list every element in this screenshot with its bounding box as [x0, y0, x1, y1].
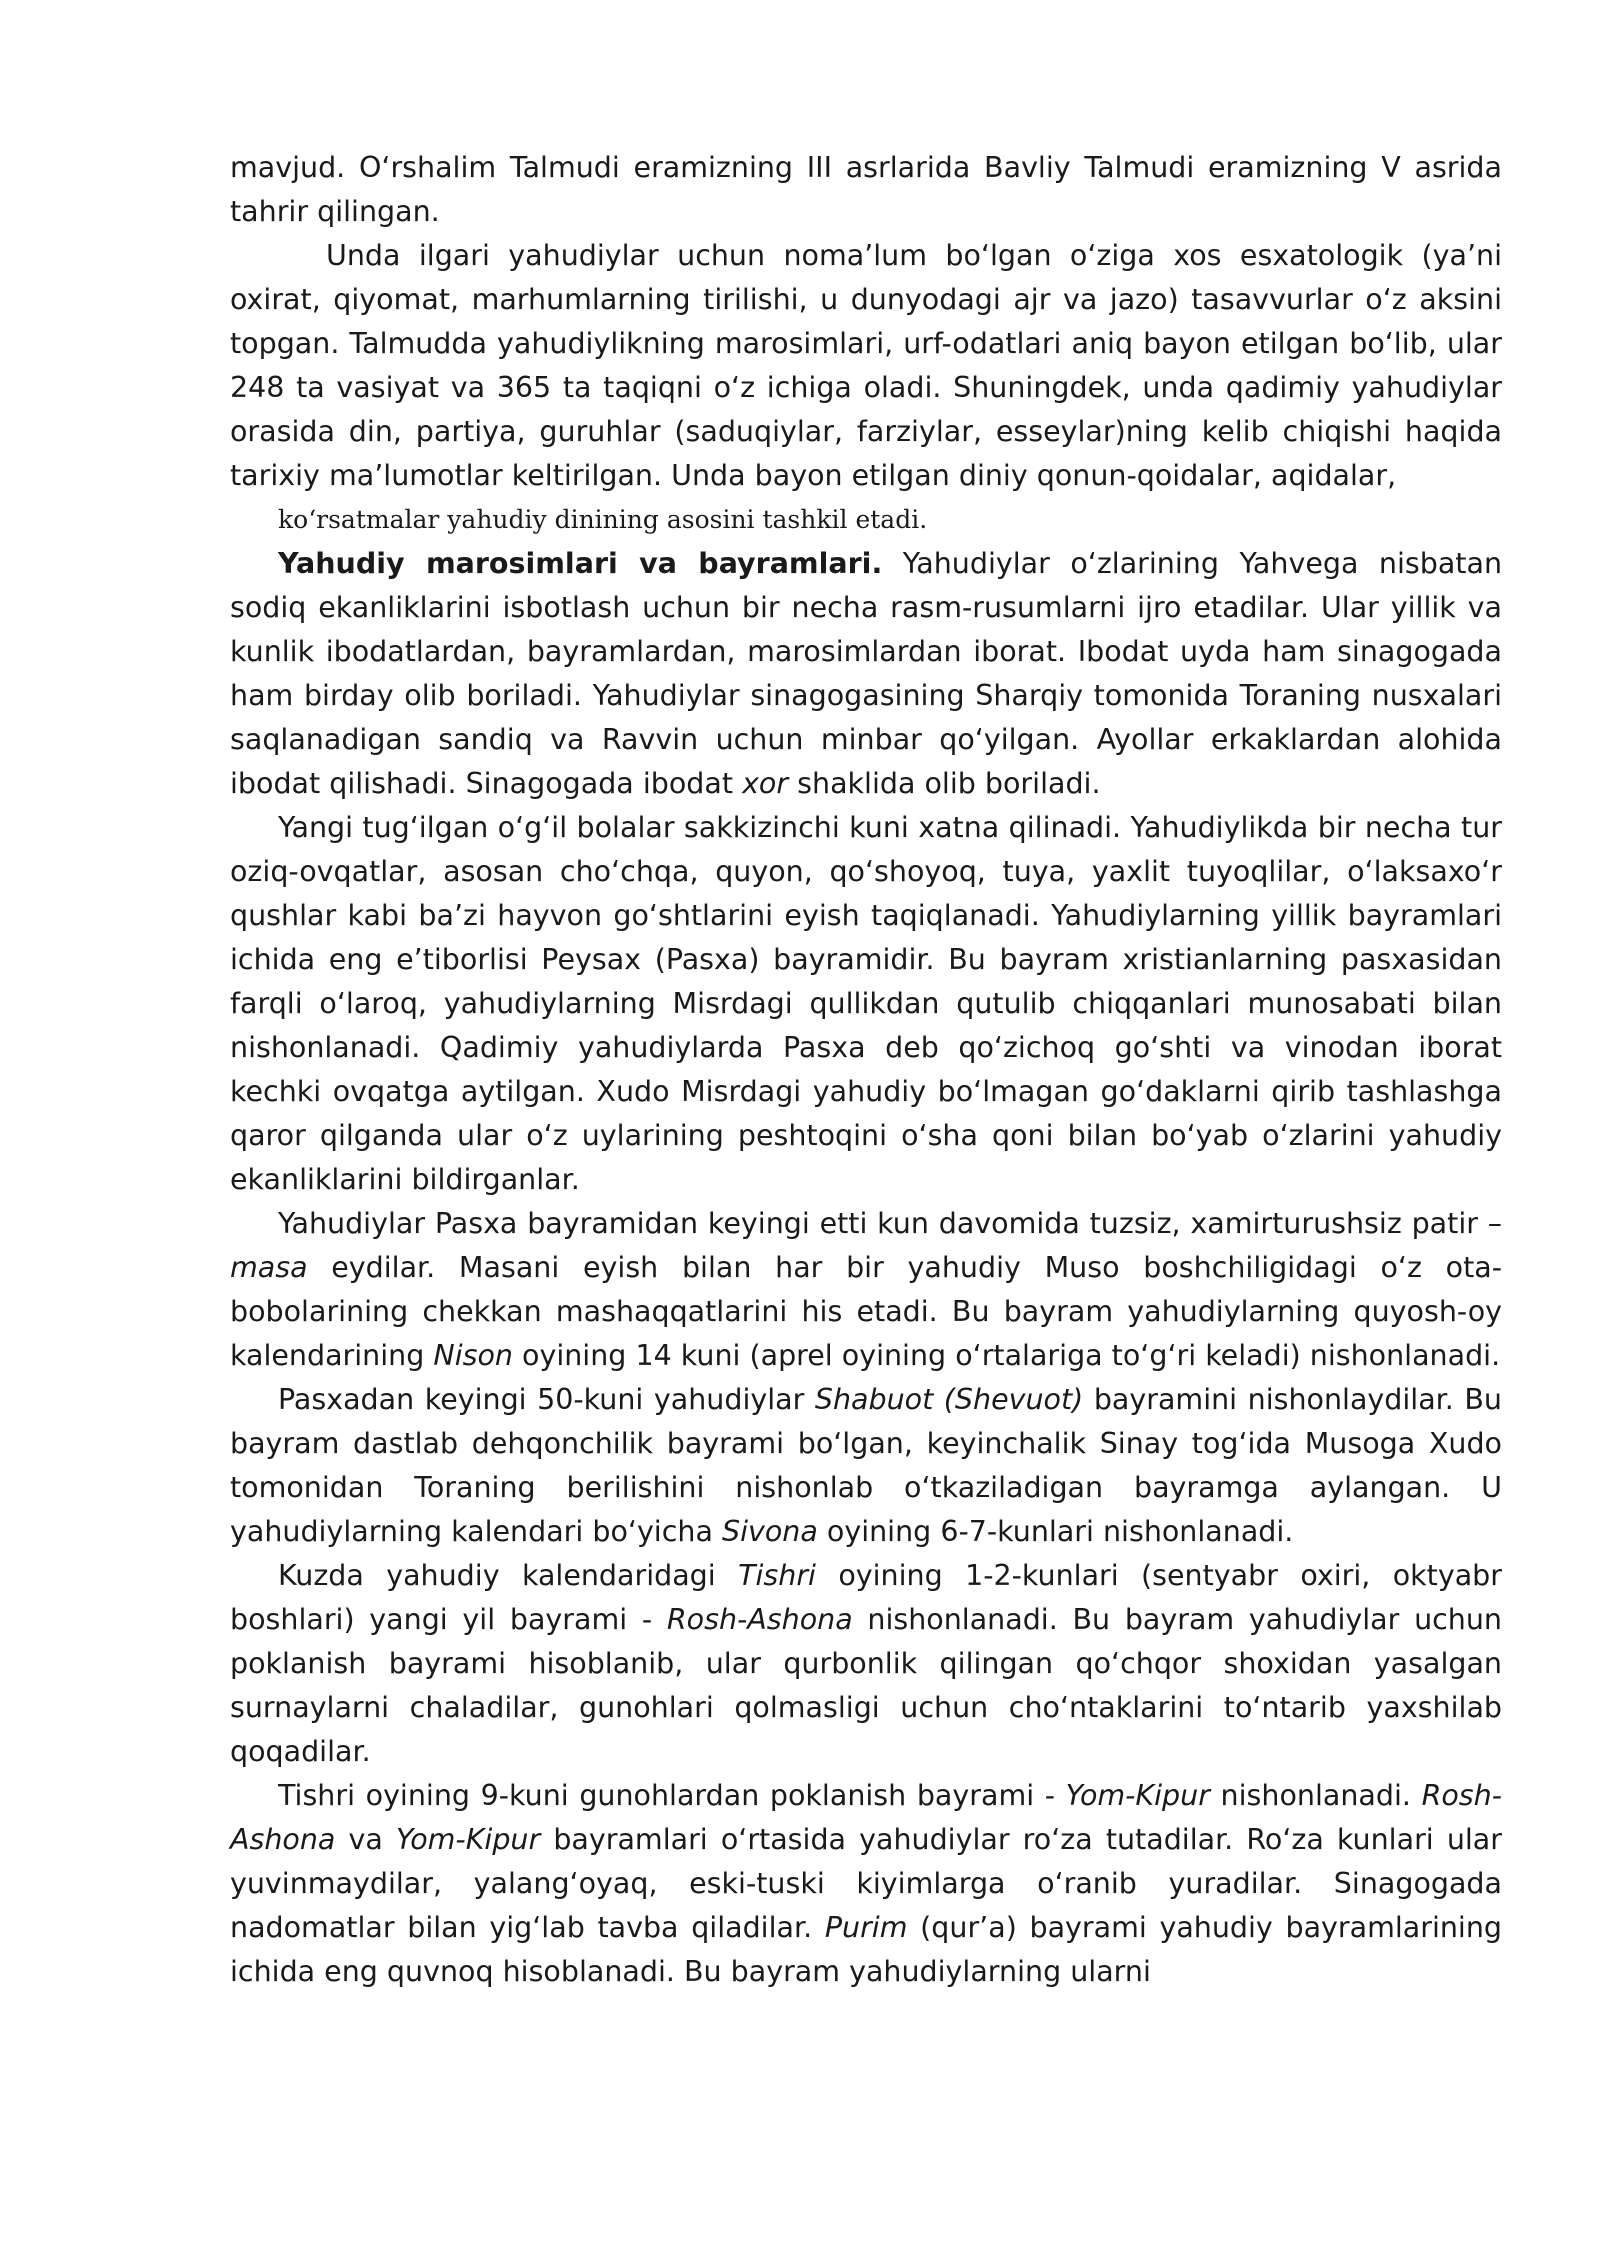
paragraph-text: eydilar. Masani eyish bilan har bir yahudiy Muso boshchiligidagi o‘z ota-bobolarining chekkan mashaqqatlarini his etadi. Bu bayram yahudiylarning quyosh-oy kalendarining — [230, 1251, 1502, 1372]
italic-term: Shabuot (Shevuot) — [814, 1383, 1084, 1416]
paragraph-text: Yahudiylar Pasxa bayramidan keyingi etti kun davomida tuzsiz, xamirturushsiz patir – — [278, 1207, 1502, 1240]
paragraph-text: Yangi tug‘ilgan o‘g‘il bolalar sakkizinchi kuni xatna qilinadi. Yahudiylikda bir necha tur oziq-ovqatlar, asosan cho‘chqa, quyon, qo‘shoyoq, tuya, yaxlit tuyoqlilar, o‘laksaxo‘r qushlar kabi ba’zi hayvon go‘shtlarini eyish taqiqlanadi. Yahudiylarning yillik bayramlari ichida eng e’tiborlisi Peysax (Pasxa) bayramidir. Bu bayram xristianlarning pasxasidan farqli o‘laroq, yahudiylarning Misrdagi qullikdan qutulib chiqqanlari munosabati bilan nishonlanadi. Qadimiy yahudiylarda Pasxa deb qo‘zichoq go‘shti va vinodan iborat kechki ovqatga aytilgan. Xudo Misrdagi yahudiy bo‘lmagan go‘daklarni qirib tashlashga qaror qilganda ular o‘z uylarining peshtoqini o‘sha qoni bilan bo‘yab o‘zlarini yahudiy ekanliklarini bildirganlar. — [230, 811, 1502, 1196]
italic-term: Tishri — [738, 1559, 816, 1592]
paragraph-p2 — [230, 234, 1502, 498]
paragraph-text: oyining 14 kuni (aprel oyining o‘rtalariga to‘g‘ri keladi) nishonlanadi. — [512, 1339, 1501, 1372]
paragraph-text: nishonlanadi. Bu bayram yahudiylar uchun poklanish bayrami hisoblanib, ular qurbonlik qilingan qo‘chqor shoxidan yasalgan surnaylarni chaladilar, gunohlari qolmasligi uchun cho‘ntaklarini to‘ntarib yaxshilab qoqadilar. — [230, 1603, 1502, 1768]
paragraph-text: shaklida olib boriladi. — [788, 767, 1101, 800]
italic-term: Rosh-Ashona — [666, 1603, 853, 1636]
italic-term: Rosh-Ashona — [230, 1779, 1502, 1856]
paragraph-text: Yahudiylar o‘zlarining Yahvega nisbatan sodiq ekanliklarini isbotlash uchun bir necha rasm-rusumlarni ijro etadilar. Ular yillik va kunlik ibodatlardan, bayramlardan, marosimlardan iborat. Ibodat uyda ham sinagogada ham birday olib boriladi. Yahudiylar sinagogasining Sharqiy tomonida Toraning nusxalari saqlanadigan sandiq va Ravvin uchun minbar qo‘yilgan. Ayollar erkaklardan alohida ibodat qilishadi. Sinagogada ibodat — [230, 547, 1503, 800]
paragraph-text: mavjud. O‘rshalim Talmudi eramizning III asrlarida Bavliy Talmudi eramizning V asrida tahrir qilingan. — [230, 151, 1502, 228]
paragraph-text: bayramlari o‘rtasida yahudiylar ro‘za tutadilar. Ro‘za kunlari ular yuvinmaydilar, yalang‘oyaq, eski-tuski kiyimlarga o‘ranib yuradilar. Sinagogada nadomatlar bilan yig‘lab tavba qiladilar. — [230, 1823, 1502, 1944]
italic-term: Purim — [824, 1911, 908, 1944]
paragraph-p3 — [278, 498, 1502, 542]
italic-term: Nison — [433, 1339, 513, 1372]
paragraph-p7 — [230, 1378, 1502, 1554]
section-heading: Yahudiy marosimlari va bayramlari. — [278, 547, 883, 580]
paragraph-text: nishonlanadi. — [1209, 1779, 1422, 1812]
paragraph-p6 — [230, 1202, 1502, 1378]
paragraph-p8 — [230, 1554, 1502, 1774]
document-page — [230, 146, 1502, 1994]
paragraph-p9 — [230, 1774, 1502, 1994]
paragraph-text: Unda ilgari yahudiylar uchun noma’lum bo‘lgan o‘ziga xos esxatologik (ya’ni oxirat, qiyomat, marhumlarning tirilishi, u dunyodagi ajr va jazo) tasavvurlar o‘z aksini topgan. Talmudda yahudiylikning marosimlari, urf-odatlari aniq bayon etilgan bo‘lib, ular 248 ta vasiyat va 365 ta taqiqni o‘z ichiga oladi. Shuningdek, unda qadimiy yahudiylar orasida din, partiya, guruhlar (saduqiylar, farziylar, esseylar)ning kelib chiqishi haqida tarixiy ma’lumotlar keltirilgan. Unda bayon etilgan diniy qonun-qoidalar, aqidalar, — [230, 239, 1502, 492]
paragraph-text: oyining 1-2-kunlari (sentyabr oxiri, oktyabr boshlari) yangi yil bayrami - — [230, 1559, 1502, 1636]
italic-term: xor — [742, 767, 789, 800]
paragraph-text: Kuzda yahudiy kalendaridagi — [278, 1559, 739, 1592]
paragraph-text: Tishri oyining 9-kuni gunohlardan poklanish bayrami - — [278, 1779, 1066, 1812]
italic-term: masa — [230, 1251, 308, 1284]
paragraph-p1 — [230, 146, 1502, 234]
paragraph-text: (qur’a) bayrami yahudiy bayramlarining ichida eng quvnoq hisoblanadi. Bu bayram yahudiylarning ularni — [230, 1911, 1502, 1988]
paragraph-text: oyining 6-7-kunlari nishonlanadi. — [817, 1515, 1294, 1548]
italic-term: Sivona — [722, 1515, 818, 1548]
paragraph-text: va — [335, 1823, 396, 1856]
paragraph-p5 — [230, 806, 1502, 1202]
italic-term: Yom-Kipur — [395, 1823, 541, 1856]
paragraph-text: Pasxadan keyingi 50-kuni yahudiylar — [278, 1383, 815, 1416]
paragraph-text: ko‘rsatmalar yahudiy dinining asosini tashkil etadi. — [278, 505, 928, 534]
paragraph-p4 — [230, 542, 1502, 806]
italic-term: Yom-Kipur — [1065, 1779, 1210, 1812]
paragraph-text: bayramini nishonlaydilar. Bu bayram dastlab dehqonchilik bayrami bo‘lgan, keyinchalik Sinay tog‘ida Musoga Xudo tomonidan Toraning berilishini nishonlab o‘tkaziladigan bayramga aylangan. U yahudiylarning kalendari bo‘yicha — [230, 1383, 1502, 1548]
